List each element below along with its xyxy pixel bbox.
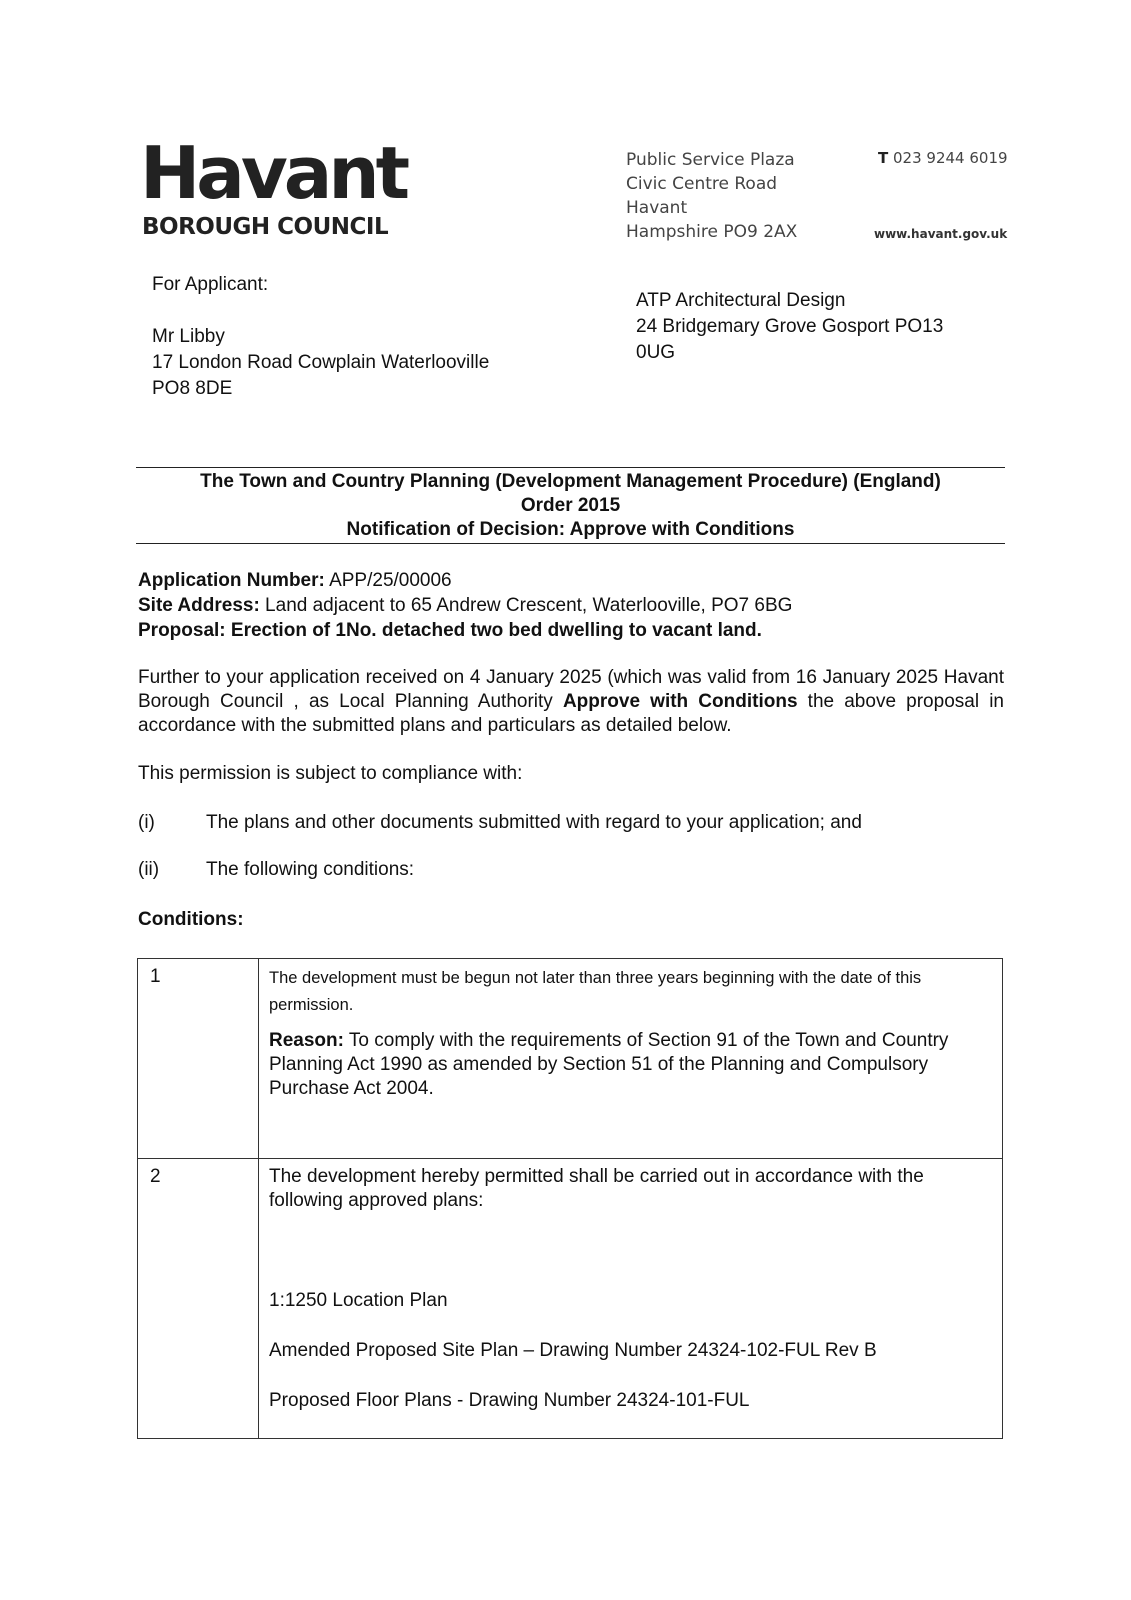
condition-number: 2 [138, 1159, 259, 1439]
list-item: The plans and other documents submitted with regard to your application; and [206, 812, 862, 833]
agent-address: 24 Bridgemary Grove Gosport PO13 [636, 316, 944, 337]
list-number: (i) [138, 812, 155, 833]
council-logo: Havant [140, 131, 407, 215]
council-address [626, 148, 797, 244]
divider [136, 467, 1005, 468]
paragraph-text: the above proposal in accordance with the submitted plans and particulars as detailed below. [138, 691, 1004, 736]
table-row [138, 959, 1003, 1159]
conditions-table [137, 958, 1003, 1439]
condition-cell [259, 1159, 1003, 1439]
agent-name: ATP Architectural Design [636, 290, 846, 311]
decision-paragraph [138, 666, 1004, 738]
condition-text: The development hereby permitted shall be carried out in accordance with the following approved plans: [269, 1166, 924, 1211]
approved-plan: Proposed Floor Plans - Drawing Number 24324-101-FUL [269, 1390, 750, 1411]
applicant-label: For Applicant: [152, 274, 269, 295]
phone-number: 023 9244 6019 [893, 149, 1008, 167]
phone-prefix: T [878, 149, 889, 167]
address-line: Public Service Plaza [626, 150, 795, 170]
table-row [138, 1159, 1003, 1439]
conditions-heading: Conditions: [138, 909, 244, 930]
applicant-address: 17 London Road Cowplain Waterlooville [152, 352, 490, 373]
address-line: Havant [626, 198, 688, 218]
council-logo-subtitle: BOROUGH COUNCIL [142, 214, 389, 240]
site-address: Land adjacent to 65 Andrew Crescent, Waterlooville, PO7 6BG [259, 595, 793, 616]
condition-text: The development must be begun not later than three years beginning with the date of this permission. [269, 969, 922, 1014]
list-number: (ii) [138, 859, 160, 880]
applicant-block [152, 272, 489, 402]
decision-text: Approve with Conditions [562, 691, 798, 712]
application-number: APP/25/00006 [324, 570, 452, 591]
heading-subtitle: Notification of Decision: Approve with Conditions [346, 519, 795, 540]
heading-line: Order 2015 [520, 495, 621, 516]
proposal: Proposal: Erection of 1No. detached two bed dwelling to vacant land. [138, 620, 762, 641]
site-address-label: Site Address: [138, 595, 260, 616]
agent-block [636, 288, 943, 366]
decision-heading [136, 470, 1005, 542]
address-line: Civic Centre Road [626, 174, 778, 194]
approved-plan: Amended Proposed Site Plan – Drawing Number 24324-102-FUL Rev B [269, 1340, 877, 1361]
compliance-intro: This permission is subject to compliance with: [138, 763, 523, 784]
applicant-postcode: PO8 8DE [152, 378, 233, 399]
applicant-name: Mr Libby [152, 326, 225, 347]
agent-postcode: 0UG [636, 342, 676, 363]
heading-line: The Town and Country Planning (Development Management Procedure) (England) [200, 471, 941, 492]
application-details [138, 569, 792, 643]
condition-number: 1 [138, 959, 259, 1159]
application-number-label: Application Number: [138, 570, 325, 591]
list-item: The following conditions: [206, 859, 415, 880]
approved-plan: 1:1250 Location Plan [269, 1290, 448, 1311]
address-line: Hampshire PO9 2AX [626, 222, 798, 242]
reason-label: Reason: [269, 1030, 344, 1051]
divider [136, 543, 1005, 544]
council-phone [878, 148, 1008, 168]
paragraph-text: Further to your application received on 4 January 2025 (which was valid from 16 January 2025 Havant Borough Council , as Local Planning Authority [138, 667, 1004, 712]
reason-text: To comply with the requirements of Section 91 of the Town and Country Planning Act 1990 as amended by Section 51 of the Planning and Compulsory Purchase Act 2004. [269, 1030, 949, 1099]
council-website: www.havant.gov.uk [874, 227, 1008, 241]
condition-cell [259, 959, 1003, 1159]
